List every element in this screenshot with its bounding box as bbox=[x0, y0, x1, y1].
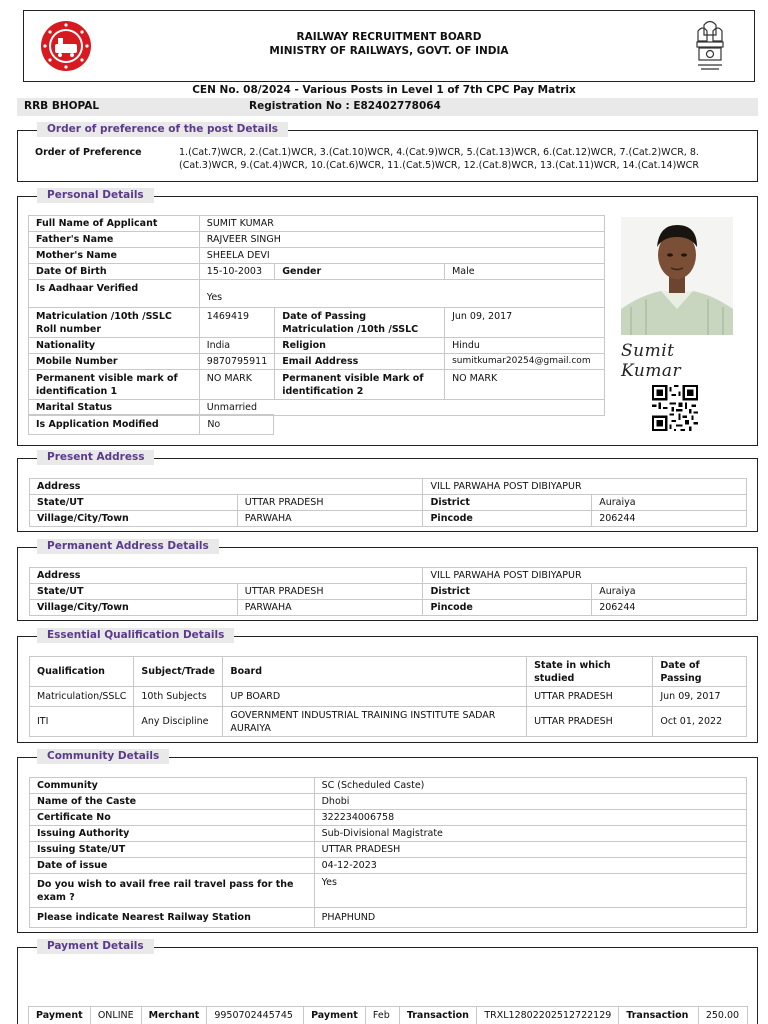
cen-title: CEN No. 08/2024 - Various Posts in Level 1 of 7th CPC Pay Matrix bbox=[192, 84, 576, 96]
registration-bar bbox=[17, 98, 758, 116]
personal-table bbox=[28, 215, 605, 416]
passing-date-value: Jun 09, 2017 bbox=[445, 308, 605, 338]
mobile-value: 9870795911 bbox=[199, 354, 274, 370]
table-row bbox=[30, 687, 747, 707]
mark1-value: NO MARK bbox=[199, 370, 274, 400]
table-cell: 10th Subjects bbox=[134, 687, 223, 707]
payment-value: 250.00 bbox=[698, 1007, 747, 1024]
field-label: Address bbox=[30, 568, 423, 584]
field-label: Issuing Authority bbox=[30, 826, 315, 842]
table-cell: Matriculation/SSLC bbox=[30, 687, 134, 707]
field-label: Address bbox=[30, 479, 423, 495]
full-name-value: SUMIT KUMAR bbox=[199, 216, 604, 232]
table-cell: Jun 09, 2017 bbox=[653, 687, 747, 707]
village-value: PARWAHA bbox=[237, 600, 423, 616]
rrb-name: RRB BHOPAL bbox=[24, 100, 100, 112]
ministry-title: MINISTRY OF RAILWAYS, GOVT. OF INDIA bbox=[269, 45, 509, 57]
section-legend: Community Details bbox=[37, 749, 169, 764]
section-legend: Present Address bbox=[37, 450, 154, 465]
certificate-value: 322234006758 bbox=[314, 810, 746, 826]
payment-section bbox=[17, 940, 758, 1024]
field-label: Is Aadhaar Verified bbox=[29, 280, 200, 308]
applicant-photo bbox=[621, 217, 733, 335]
mother-name-value: SHEELA DEVI bbox=[199, 248, 604, 264]
table-cell: UTTAR PRADESH bbox=[527, 687, 653, 707]
field-label: Date of Passing Matriculation /10th /SSLC bbox=[275, 308, 445, 338]
field-label: State/UT bbox=[30, 584, 238, 600]
field-label: Email Address bbox=[275, 354, 445, 370]
present-address-table bbox=[29, 478, 747, 527]
qr-code bbox=[651, 385, 699, 431]
table-cell: ITI bbox=[30, 707, 134, 737]
board-title: RAILWAY RECRUITMENT BOARD bbox=[296, 31, 482, 43]
qualification-table bbox=[29, 656, 747, 737]
payment-label: Transaction bbox=[399, 1007, 477, 1024]
field-label: Please indicate Nearest Railway Station bbox=[30, 908, 315, 928]
payment-value: ONLINE bbox=[90, 1007, 141, 1024]
column-header: State in which studied bbox=[527, 657, 653, 687]
field-label: Issuing State/UT bbox=[30, 842, 315, 858]
column-header: Date of Passing bbox=[653, 657, 747, 687]
field-label: Matriculation /10th /SSLC Roll number bbox=[29, 308, 200, 338]
table-cell: UP BOARD bbox=[223, 687, 527, 707]
registration-number: Registration No : E82402778064 bbox=[249, 100, 441, 112]
table-cell: UTTAR PRADESH bbox=[527, 707, 653, 737]
section-legend: Order of preference of the post Details bbox=[37, 122, 288, 137]
field-label: Village/City/Town bbox=[30, 511, 238, 527]
aadhaar-value: Yes bbox=[199, 280, 604, 308]
modified-value: No bbox=[200, 415, 274, 435]
payment-value: 9950702445745 bbox=[207, 1007, 304, 1024]
rail-pass-value: Yes bbox=[314, 874, 746, 908]
table-cell: Any Discipline bbox=[134, 707, 223, 737]
state-value: UTTAR PRADESH bbox=[237, 495, 423, 511]
dob-value: 15-10-2003 bbox=[199, 264, 274, 280]
field-label: Mobile Number bbox=[29, 354, 200, 370]
permanent-address-table bbox=[29, 567, 747, 616]
roll-value: 1469419 bbox=[199, 308, 274, 338]
field-label: Full Name of Applicant bbox=[29, 216, 200, 232]
father-name-value: RAJVEER SINGH bbox=[199, 232, 604, 248]
field-label: Date Of Birth bbox=[29, 264, 200, 280]
field-label: Father's Name bbox=[29, 232, 200, 248]
community-value: SC (Scheduled Caste) bbox=[314, 778, 746, 794]
nationality-value: India bbox=[199, 338, 274, 354]
section-legend: Personal Details bbox=[37, 188, 154, 203]
village-value: PARWAHA bbox=[237, 511, 423, 527]
community-section bbox=[17, 750, 758, 933]
table-cell: Oct 01, 2022 bbox=[653, 707, 747, 737]
section-legend: Payment Details bbox=[37, 939, 154, 954]
field-label: Nationality bbox=[29, 338, 200, 354]
qualification-section bbox=[17, 629, 758, 743]
state-value: UTTAR PRADESH bbox=[237, 584, 423, 600]
field-label: Date of issue bbox=[30, 858, 315, 874]
field-label: Do you wish to avail free rail travel pass for the exam ? bbox=[30, 874, 315, 908]
marital-value: Unmarried bbox=[199, 400, 604, 416]
email-value: sumitkumar20254@gmail.com bbox=[445, 354, 605, 370]
field-label: Certificate No bbox=[30, 810, 315, 826]
payment-label: Merchant bbox=[141, 1007, 207, 1024]
field-label: Permanent visible Mark of identification 2 bbox=[275, 370, 445, 400]
field-label: Permanent visible mark of identification 1 bbox=[29, 370, 200, 400]
preference-value: 1.(Cat.7)WCR, 2.(Cat.1)WCR, 3.(Cat.10)WCR, 4.(Cat.9)WCR, 5.(Cat.13)WCR, 6.(Cat.12)WCR, 7.(Cat.2)WCR, 8.(Cat.3)WCR, 9.(Cat.4)WCR, 10.(Cat.6)WCR, 11.(Cat.5)WCR, 12.(Cat.8)WCR, 13.(Cat.11)WCR, 14.(Cat.14)WCR bbox=[179, 147, 699, 171]
document-header bbox=[23, 10, 755, 82]
caste-value: Dhobi bbox=[314, 794, 746, 810]
field-label: Gender bbox=[275, 264, 445, 280]
gender-value: Male bbox=[445, 264, 605, 280]
column-header: Board bbox=[223, 657, 527, 687]
district-value: Auraiya bbox=[592, 584, 747, 600]
field-label: Community bbox=[30, 778, 315, 794]
signature-text: Sumit Kumar bbox=[621, 341, 682, 381]
field-label: Village/City/Town bbox=[30, 600, 238, 616]
payment-value: TRXL12802202512722129 bbox=[477, 1007, 619, 1024]
personal-section bbox=[17, 189, 758, 446]
field-label: Name of the Caste bbox=[30, 794, 315, 810]
address-value: VILL PARWAHA POST DIBIYAPUR bbox=[423, 479, 747, 495]
payment-label: Payment bbox=[304, 1007, 366, 1024]
table-row bbox=[30, 707, 747, 737]
field-label: Religion bbox=[275, 338, 445, 354]
column-header: Subject/Trade bbox=[134, 657, 223, 687]
section-legend: Permanent Address Details bbox=[37, 539, 219, 554]
payment-label: Payment bbox=[29, 1007, 91, 1024]
preference-label: Order of Preference bbox=[35, 147, 142, 158]
field-label: Mother's Name bbox=[29, 248, 200, 264]
field-label: Is Application Modified bbox=[29, 415, 200, 435]
national-emblem-icon bbox=[692, 17, 728, 75]
issuing-state-value: UTTAR PRADESH bbox=[314, 842, 746, 858]
field-label: Pincode bbox=[423, 600, 592, 616]
field-label: Pincode bbox=[423, 511, 592, 527]
modified-table bbox=[28, 414, 274, 435]
payment-label: Transaction bbox=[619, 1007, 699, 1024]
field-label: Marital Status bbox=[29, 400, 200, 416]
field-label: State/UT bbox=[30, 495, 238, 511]
field-label: District bbox=[423, 584, 592, 600]
pincode-value: 206244 bbox=[592, 511, 747, 527]
religion-value: Hindu bbox=[445, 338, 605, 354]
mark2-value: NO MARK bbox=[445, 370, 605, 400]
authority-value: Sub-Divisional Magistrate bbox=[314, 826, 746, 842]
pincode-value: 206244 bbox=[592, 600, 747, 616]
section-legend: Essential Qualification Details bbox=[37, 628, 234, 643]
applicant-signature bbox=[621, 341, 733, 381]
payment-table bbox=[28, 1006, 748, 1024]
address-value: VILL PARWAHA POST DIBIYAPUR bbox=[423, 568, 747, 584]
permanent-address-section bbox=[17, 540, 758, 621]
issue-date-value: 04-12-2023 bbox=[314, 858, 746, 874]
station-value: PHAPHUND bbox=[314, 908, 746, 928]
payment-value: Feb bbox=[365, 1007, 399, 1024]
district-value: Auraiya bbox=[592, 495, 747, 511]
column-header: Qualification bbox=[30, 657, 134, 687]
present-address-section bbox=[17, 451, 758, 532]
community-table bbox=[29, 777, 747, 928]
field-label: District bbox=[423, 495, 592, 511]
preference-section bbox=[17, 123, 758, 182]
table-cell: GOVERNMENT INDUSTRIAL TRAINING INSTITUTE SADAR AURAIYA bbox=[223, 707, 527, 737]
